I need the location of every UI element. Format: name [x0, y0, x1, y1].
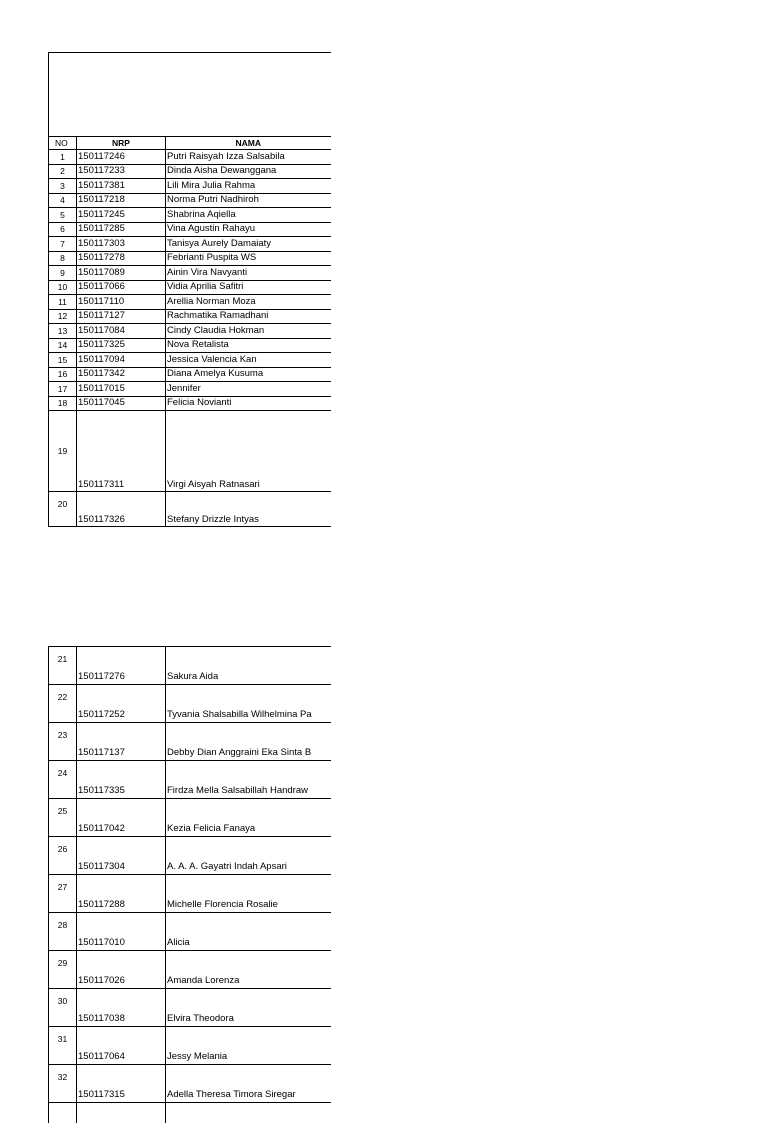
row-number: 19 [49, 411, 77, 492]
row-nrp: 150117042 [77, 799, 166, 837]
row-nama: Diana Amelya Kusuma [166, 367, 331, 382]
table-row [49, 685, 331, 723]
table-row [49, 193, 331, 208]
row-number: 27 [49, 875, 77, 913]
row-number: 12 [49, 309, 77, 324]
row-number: 9 [49, 266, 77, 281]
row-number: 22 [49, 685, 77, 723]
row-number: 16 [49, 367, 77, 382]
row-nama: Jessica Valencia Kan [166, 353, 331, 368]
row-number: 3 [49, 179, 77, 194]
table-row [49, 237, 331, 252]
table-row [49, 1027, 331, 1065]
row-nrp: 150117066 [77, 280, 166, 295]
table-blank-header-area [49, 53, 331, 137]
row-nrp: 150117094 [77, 353, 166, 368]
row-nama: Nova Retalista [166, 338, 331, 353]
row-nama: Virgi Aisyah Ratnasari [166, 411, 331, 492]
row-nama: Jessy Melania [166, 1027, 331, 1065]
row-nama: Dinda Aisha Dewanggana [166, 164, 331, 179]
student-table-part-1 [48, 52, 331, 527]
table-row [49, 353, 331, 368]
row-number: 32 [49, 1065, 77, 1103]
row-nama: Shabrina Aqiella [166, 208, 331, 223]
row-nrp: 150117084 [77, 324, 166, 339]
row-nrp: 150117015 [77, 382, 166, 397]
table-row [49, 150, 331, 165]
row-nama: Febrianti Puspita WS [166, 251, 331, 266]
table-row [49, 1065, 331, 1103]
row-number: 15 [49, 353, 77, 368]
row-nama: Firdza Mella Salsabillah Handraw [166, 761, 331, 799]
header-nama: NAMA [166, 137, 331, 150]
row-nama: Alicia [166, 913, 331, 951]
table-row [49, 989, 331, 1027]
row-number: 17 [49, 382, 77, 397]
empty-cell [77, 1103, 166, 1123]
row-nama: Putri Raisyah Izza Salsabila [166, 150, 331, 165]
row-nama: Jennifer [166, 382, 331, 397]
row-number: 5 [49, 208, 77, 223]
row-nrp: 150117342 [77, 367, 166, 382]
row-nrp: 150117381 [77, 179, 166, 194]
table-row [49, 324, 331, 339]
row-nrp: 150117304 [77, 837, 166, 875]
table-row [49, 179, 331, 194]
row-nama: Tanisya Aurely Damaiaty [166, 237, 331, 252]
table-row [49, 492, 331, 527]
row-nrp: 150117276 [77, 647, 166, 685]
empty-cell [49, 1103, 77, 1123]
table-row [49, 164, 331, 179]
table-row [49, 396, 331, 411]
table-row [49, 382, 331, 397]
table-row [49, 723, 331, 761]
row-number: 4 [49, 193, 77, 208]
row-nama: A. A. A. Gayatri Indah Apsari [166, 837, 331, 875]
row-nrp: 150117245 [77, 208, 166, 223]
row-nama: Ainin Vira Navyanti [166, 266, 331, 281]
table-row [49, 208, 331, 223]
student-table-part-2 [48, 646, 331, 1123]
row-nrp: 150117278 [77, 251, 166, 266]
row-nama: Michelle Florencia Rosalie [166, 875, 331, 913]
row-number: 20 [49, 492, 77, 527]
row-nama: Stefany Drizzle Intyas [166, 492, 331, 527]
row-nrp: 150117303 [77, 237, 166, 252]
row-nama: Lili Mira Julia Rahma [166, 179, 331, 194]
row-nrp: 150117045 [77, 396, 166, 411]
row-nama: Vidia Aprilia Safitri [166, 280, 331, 295]
row-nrp: 150117233 [77, 164, 166, 179]
row-number: 7 [49, 237, 77, 252]
row-nrp: 150117335 [77, 761, 166, 799]
empty-cell [166, 1103, 331, 1123]
row-nama: Vina Agustin Rahayu [166, 222, 331, 237]
table-row [49, 367, 331, 382]
row-nrp: 150117110 [77, 295, 166, 310]
row-number: 24 [49, 761, 77, 799]
table-row [49, 951, 331, 989]
table-row [49, 280, 331, 295]
row-nrp: 150117137 [77, 723, 166, 761]
table-row [49, 338, 331, 353]
row-number: 14 [49, 338, 77, 353]
table-row [49, 295, 331, 310]
row-number: 2 [49, 164, 77, 179]
row-nama: Norma Putri Nadhiroh [166, 193, 331, 208]
row-nama: Adella Theresa Timora Siregar [166, 1065, 331, 1103]
table-row [49, 837, 331, 875]
table-header-row [49, 137, 331, 150]
row-nrp: 150117311 [77, 411, 166, 492]
row-nrp: 150117288 [77, 875, 166, 913]
table-row [49, 266, 331, 281]
row-nama: Rachmatika Ramadhani [166, 309, 331, 324]
row-nrp: 150117252 [77, 685, 166, 723]
row-number: 29 [49, 951, 77, 989]
table-row [49, 251, 331, 266]
row-nrp: 150117127 [77, 309, 166, 324]
row-nrp: 150117089 [77, 266, 166, 281]
row-nrp: 150117218 [77, 193, 166, 208]
row-nrp: 150117026 [77, 951, 166, 989]
row-nama: Elvira Theodora [166, 989, 331, 1027]
row-number: 8 [49, 251, 77, 266]
row-nrp: 150117326 [77, 492, 166, 527]
row-nrp: 150117010 [77, 913, 166, 951]
table-row [49, 222, 331, 237]
table-row [49, 799, 331, 837]
row-nama: Amanda Lorenza [166, 951, 331, 989]
row-number: 1 [49, 150, 77, 165]
row-nama: Arellia Norman Moza [166, 295, 331, 310]
row-nrp: 150117325 [77, 338, 166, 353]
header-nrp: NRP [77, 137, 166, 150]
table-row [49, 309, 331, 324]
row-nama: Sakura Aida [166, 647, 331, 685]
row-number: 31 [49, 1027, 77, 1065]
row-nama: Tyvania Shalsabilla Wilhelmina Pa [166, 685, 331, 723]
table-row-partial [49, 1103, 331, 1123]
row-nama: Kezia Felicia Fanaya [166, 799, 331, 837]
table-row [49, 411, 331, 492]
row-number: 26 [49, 837, 77, 875]
row-nrp: 150117246 [77, 150, 166, 165]
row-nama: Debby Dian Anggraini Eka Sinta B [166, 723, 331, 761]
row-number: 6 [49, 222, 77, 237]
row-number: 13 [49, 324, 77, 339]
row-nama: Felicia Novianti [166, 396, 331, 411]
table-row [49, 913, 331, 951]
table-row [49, 647, 331, 685]
table-row [49, 875, 331, 913]
row-nrp: 150117285 [77, 222, 166, 237]
row-number: 23 [49, 723, 77, 761]
row-number: 30 [49, 989, 77, 1027]
row-nama: Cindy Claudia Hokman [166, 324, 331, 339]
row-number: 28 [49, 913, 77, 951]
row-number: 25 [49, 799, 77, 837]
table-row [49, 761, 331, 799]
row-nrp: 150117038 [77, 989, 166, 1027]
row-number: 18 [49, 396, 77, 411]
header-no: NO [49, 137, 77, 150]
row-nrp: 150117315 [77, 1065, 166, 1103]
row-number: 10 [49, 280, 77, 295]
row-nrp: 150117064 [77, 1027, 166, 1065]
row-number: 11 [49, 295, 77, 310]
row-number: 21 [49, 647, 77, 685]
